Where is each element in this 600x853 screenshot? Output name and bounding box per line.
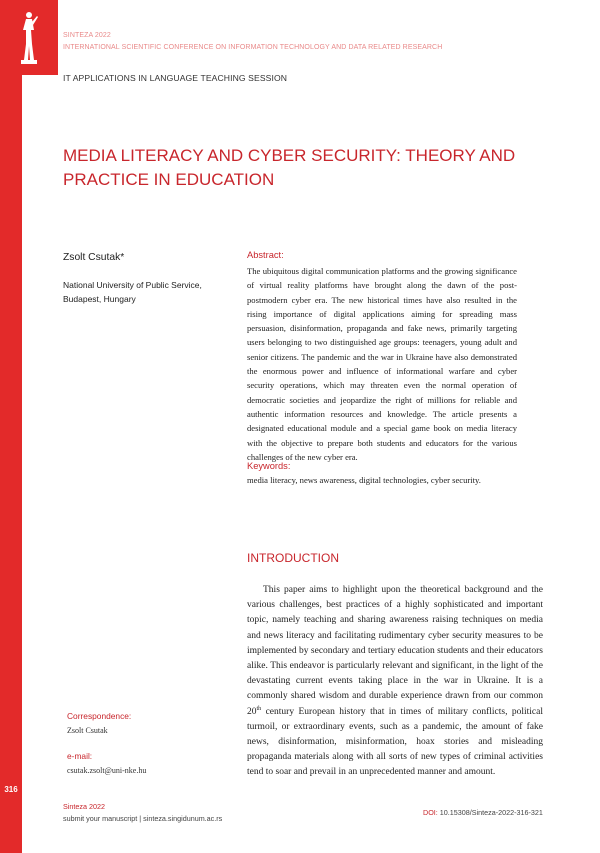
paper-title: MEDIA LITERACY AND CYBER SECURITY: THEORY AND PRACTICE IN EDUCATION [63, 146, 516, 189]
doi-label: DOI: [423, 808, 438, 817]
page-number: 316 [4, 785, 18, 794]
doi-value[interactable]: 10.15308/Sinteza-2022-316-321 [439, 808, 543, 817]
email-label: e-mail: [67, 751, 93, 761]
footer-submit-link[interactable]: submit your manuscript | sinteza.singidunum.ac.rs [63, 814, 223, 823]
keywords-label: Keywords: [247, 461, 291, 471]
journal-header: SINTEZA 2022 [63, 32, 111, 39]
author-name: Zsolt Csutak* [63, 252, 125, 263]
keywords-text: media literacy, news awareness, digital technologies, cyber security. [247, 475, 481, 485]
journal-logo [0, 0, 58, 75]
correspondence-label: Correspondence: [67, 711, 132, 721]
doi [423, 808, 543, 817]
abstract-label: Abstract: [247, 250, 284, 260]
abstract-text: The ubiquitous digital communication platforms and the growing significance of virtual reality platforms have brought along the dawn of the post-postmodern cyber era. The new historical times have also resulted in the rising importance of digital applications aiming for spreading mass persuasion, disinformation, propaganda and fake news, primarily targeting users belonging to two distinguished age groups: teenagers, young adult and senior citizens. The pandemic and the war in Ukraine have also demonstrated the enormous power and influence of informational warfare and cyber security operations, which may threaten even the normal operation of democratic societies and jeopardize the right of millions for reliable and authentic information resources and knowledge. The article presents a designated educational module and a special game book on media literacy with the objective to prepare both students and educators for the various challenges of the new cyber era. [247, 266, 517, 462]
email-address[interactable]: csutak.zsolt@uni-nke.hu [67, 766, 147, 775]
introduction-heading: INTRODUCTION [247, 551, 339, 565]
intro-text-part1: This paper aims to highlight upon the theoretical background and the various challenges, best practices of a highly sophisticated and important topic, namely teaching and sharing awareness raising techniques on media and news literacy and facilitating rudimentary cyber security measures to be implemented by secondary and tertiary education students and their educators alike. This endeavor is particularly relevant and significant, in the light of the devastating current events taking place in the war in Ukraine. It is a commonly shared wisdom and durable experience drawn from our common 20 [247, 585, 543, 717]
intro-superscript: th [256, 705, 262, 712]
footer-journal: Sinteza 2022 [63, 802, 105, 811]
introduction-text [247, 583, 543, 781]
red-side-bar [0, 0, 22, 853]
statue-logo-icon [18, 10, 40, 66]
author-affiliation: National University of Public Service, Budapest, Hungary [63, 280, 202, 304]
correspondence-name: Zsolt Csutak [67, 726, 108, 735]
conference-header: INTERNATIONAL SCIENTIFIC CONFERENCE ON INFORMATION TECHNOLOGY AND DATA RELATED RESEARCH [63, 44, 443, 51]
session-title: IT APPLICATIONS IN LANGUAGE TEACHING SESSION [63, 73, 288, 83]
intro-text-part2: century European history that in times of military conflicts, political turmoil, or extraordinary events, such as a pandemic, the amount of fake news, disinformation, misinformation, hoax stories and misleading propaganda materials along with all sorts of new types of criminal activities tend to soar and prevail in an unprecedented manner and amount. [247, 706, 543, 778]
